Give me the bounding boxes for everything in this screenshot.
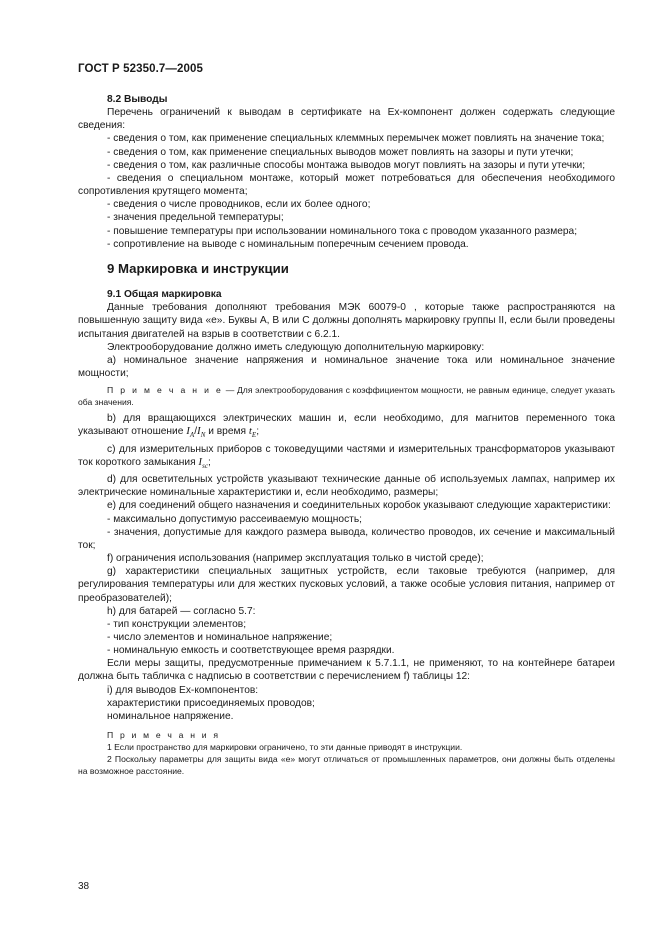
list-item-b-end: ;: [256, 426, 260, 438]
list-item-a: а) номинальное значение напряжения и номинальное значение тока или номинальное значение мощности;: [78, 354, 615, 379]
notes-label-text: П р и м е ч а н и я: [107, 730, 221, 741]
symbol-isc-letter: I: [198, 455, 203, 468]
list-item: - сведения о том, как различные способы монтажа выводов могут повлиять на зазоры и пути утечки;: [107, 159, 586, 171]
list-item: - сведения о числе проводников, если их более одного;: [107, 199, 371, 211]
list-item: - значения, допустимые для каждого размера вывода, количество проводов, их сечение и максимальный ток;: [78, 526, 615, 551]
list-item-c-end: ;: [207, 456, 211, 468]
note: [78, 384, 615, 408]
page-content: [78, 93, 615, 777]
list-item: номинальное напряжение.: [107, 710, 234, 722]
list-item-c: [78, 443, 615, 474]
list-item-b: [78, 412, 615, 443]
list-item: - сведения о специальном монтаже, который может потребоваться для обеспечения необходимого сопротивления крутящего момента;: [78, 172, 615, 198]
list-item: - сведения о том, как применение специальных клеммных перемычек может повлиять на значение тока;: [107, 133, 605, 145]
list-item-g: g) характеристики специальных защитных устройств, если таковые требуются (например, для регулирования температуры или для жестких пусковых условий, а также особые условия питания, например от преобразователей);: [78, 566, 615, 604]
notes-label: [78, 729, 615, 741]
symbol-ia-subscript: A: [189, 431, 195, 440]
list-item: характеристики присоединяемых проводов;: [107, 697, 315, 709]
list-item: - число элементов и номинальное напряжение;: [107, 632, 333, 643]
list-item-d: d) для осветительных устройств указывают технические данные об используемых лампах, например их электрические номинальные характеристики и, если необходимо, размеры;: [78, 474, 615, 499]
section-9-title: 9 Маркировка и инструкции: [107, 260, 289, 276]
symbol-in-letter: I: [197, 425, 201, 438]
list-item-c-text: с) для измерительных приборов с токоведущими частями и измерительных трансформаторов указывают ток короткого замыкания: [78, 443, 615, 468]
note-item: 1 Если пространство для маркировки ограничено, то эти данные приводят в инструкции.: [107, 742, 463, 753]
note-item: 2 Поскольку параметры для защиты вида «е» могут отличаться от промышленных параметров, они должны быть отделены на возможное расстояние.: [78, 754, 615, 777]
page-number: 38: [78, 881, 90, 892]
symbol-te-letter: t: [248, 425, 252, 438]
symbol-isc-subscript: sc: [202, 461, 208, 470]
list-item: - номинальную емкость и соответствующее время разрядки.: [107, 645, 395, 657]
symbol-ia-letter: I: [186, 425, 190, 438]
list-item-b-text: b) для вращающихся электрических машин и, если необходимо, для магнитов переменного тока указывают отношение: [78, 413, 615, 438]
list-item-e: е) для соединений общего назначения и соединительных коробок указывают следующие характеристики:: [107, 500, 611, 512]
symbol-in-subscript: N: [200, 431, 206, 440]
list-item: - максимально допустимую рассеиваемую мощность;: [107, 513, 362, 525]
list-item-h: h) для батарей — согласно 5.7:: [107, 605, 256, 617]
symbol-ia: [186, 425, 195, 440]
section-9-1-title: 9.1 Общая маркировка: [107, 289, 222, 301]
list-item-b-mid: и время: [205, 426, 249, 438]
list-item-f: f) ограничения использования (например эксплуатация только в чистой среде);: [107, 553, 484, 565]
list-item-i: i) для выводов Ex-компонентов:: [107, 684, 259, 696]
symbol-te-subscript: E: [251, 431, 257, 440]
symbol-isc: [198, 456, 208, 468]
document-header: ГОСТ Р 52350.7—2005: [78, 63, 203, 75]
list-item: - сопротивление на выводе с номинальным поперечным сечением провода.: [107, 238, 469, 250]
list-item: - значения предельной температуры;: [107, 212, 284, 224]
note-label: П р и м е ч а н и е: [107, 385, 224, 396]
section-8-2-title: 8.2 Выводы: [107, 94, 168, 105]
symbol-slash: /: [194, 426, 198, 438]
list-item: - тип конструкции элементов;: [107, 618, 247, 630]
list-item: - сведения о том, как применение специальных выводов может повлиять на зазоры и пути утечки;: [107, 146, 574, 158]
paragraph: Если меры защиты, предусмотренные примечанием к 5.7.1.1, не применяют, то на контейнере батареи должна быть табличка с надписью в соответствии с перечислением f) таблицы 12:: [78, 658, 615, 683]
list-item: - повышение температуры при использовании номинального тока с проводом указанного размера;: [107, 225, 578, 237]
paragraph: Данные требования дополняют требования МЭК 60079-0 , которые также распространяются на повышенную защиту вида «е». Буквы А, В или С должны дополнять маркировку группы II, если были проведены испытания двигателей на взрыв в соответствии с 6.2.1.: [78, 302, 615, 340]
note-text: — Для электрооборудования с коэффициентом мощности, не равным единице, следует указать оба значения.: [78, 385, 615, 408]
section-8-2-intro: Перечень ограничений к выводам в сертификате на Ex-компонент должен содержать следующие сведения:: [78, 107, 615, 132]
paragraph: Электрооборудование должно иметь следующую дополнительную маркировку:: [107, 341, 485, 353]
